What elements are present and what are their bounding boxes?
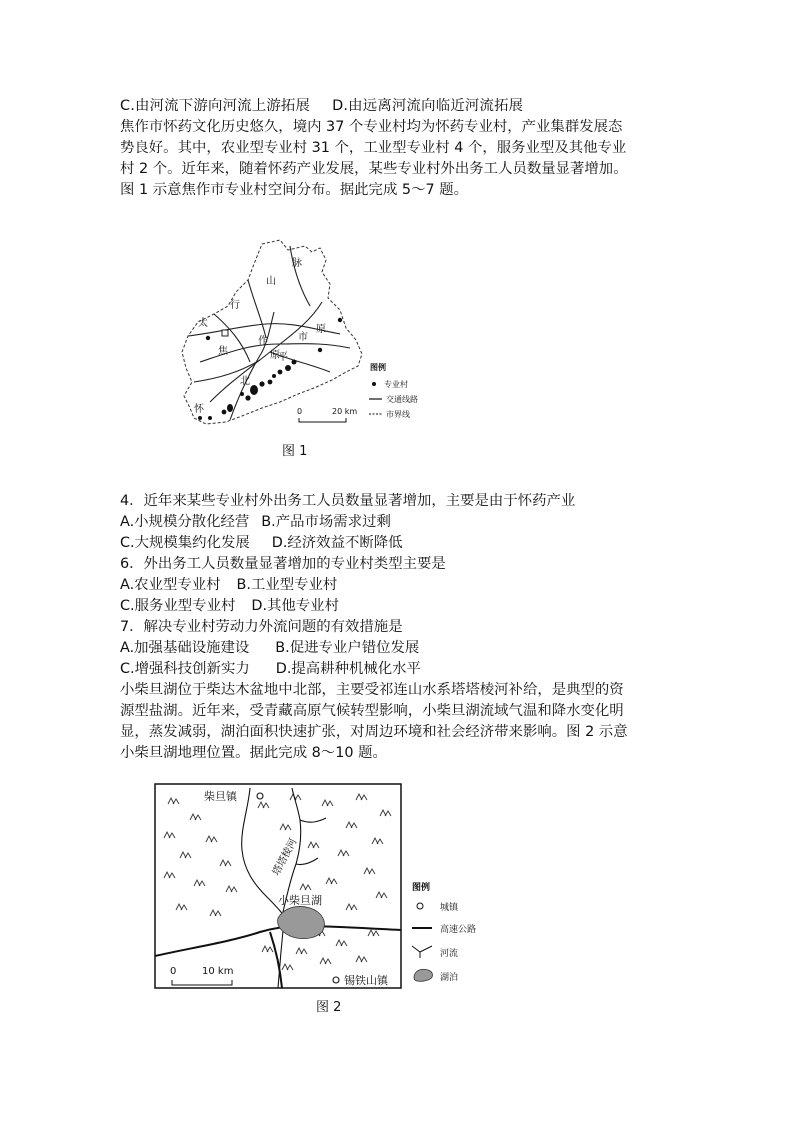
legend-item-lake: 湖泊 [440, 973, 459, 983]
figure-2-legend [412, 881, 476, 983]
question-stem: 7．解决专业村劳动力外流问题的有效措施是 [120, 619, 403, 635]
map-label: 平 [278, 352, 288, 363]
map-label: 北 [240, 376, 250, 387]
option: A.加强基础设施建设 [120, 640, 250, 656]
town-xitieshan-marker [333, 977, 339, 983]
map-label: 作 [258, 336, 268, 347]
option: B.产品市场需求过剩 [261, 514, 391, 530]
question-stem: 4．近年来某些专业村外出务工人员数量显著增加，主要是由于怀药产业 [120, 493, 576, 509]
city-center-marker [222, 330, 228, 336]
passage-1-line: 村 2 个。近年来，随着怀药产业发展，某些专业村外出务工人员数量显著增加。 [120, 161, 628, 177]
question-options-row [120, 638, 680, 659]
map-label: 行 [230, 300, 240, 311]
passage-1-line: 势良好。其中，农业型专业村 31 个，工业型专业村 4 个，服务业型及其他专业 [120, 140, 627, 156]
map-label: 原 [316, 324, 326, 335]
figure-2-map [150, 780, 520, 998]
passage-1 [120, 117, 680, 201]
questions [120, 491, 680, 680]
option: B.促进专业户错位发展 [275, 640, 420, 656]
option: D.经济效益不断降低 [271, 535, 403, 551]
passage-2 [120, 680, 680, 764]
previous-question-options [120, 96, 523, 116]
figure-2-caption: 图 2 [316, 1000, 342, 1015]
town-xitieshan-label: 锡铁山镇 [344, 974, 388, 987]
option: A.农业型专业村 [120, 577, 221, 593]
scale-zero: 0 [170, 966, 177, 977]
scale-zero: 0 [297, 407, 303, 416]
lake-label: 小柴旦湖 [278, 894, 322, 907]
option: D.提高耕种机械化水平 [275, 661, 421, 677]
figure-1-map [170, 232, 450, 432]
option: C.服务业型专业村 [120, 598, 236, 614]
legend-title: 图例 [412, 883, 431, 893]
legend-item-boundary: 市界线 [386, 410, 410, 419]
figure-1-scale [297, 407, 357, 422]
map-label: 怀 [194, 404, 204, 415]
river-label: 塔塔棱河 [270, 836, 300, 878]
passage-1-line: 图 1 示意焦作市专业村空间分布。据此完成 5～7 题。 [120, 182, 468, 198]
passage-1-line: 焦作市怀药文化历史悠久，境内 37 个专业村均为怀药专业村，产业集群发展态 [120, 119, 623, 135]
city-boundary [182, 240, 362, 424]
question-options-row [120, 533, 680, 554]
option: C.大规模集约化发展 [120, 535, 250, 551]
option: B.工业型专业村 [236, 577, 338, 593]
town-chaidan-label: 柴旦镇 [204, 790, 237, 803]
option: C.增强科技创新实力 [120, 661, 250, 677]
passage-2-line: 小柴旦湖位于柴达木盆地中北部，主要受祁连山水系塔塔棱河补给，是典型的资 [120, 682, 624, 698]
option-d: D.由远离河流向临近河流拓展 [332, 98, 524, 114]
legend-item-river: 河流 [440, 949, 459, 959]
map-label: 脉 [292, 258, 302, 269]
passage-2-line: 显，蒸发减弱，湖泊面积快速扩张，对周边环境和社会经济带来影响。图 2 示意 [120, 724, 628, 740]
legend-item-highway: 高速公路 [440, 925, 477, 935]
legend-item-village: 专业村 [384, 380, 408, 389]
scale-label: 20 km [332, 407, 358, 416]
question-options-row [120, 575, 680, 596]
option-c: C.由河流下游向河流上游拓展 [120, 98, 311, 114]
question-stem: 6．外出务工人员数量显著增加的专业村类型主要是 [120, 556, 446, 572]
map-label: 原 [270, 350, 280, 361]
scale-label: 10 km [202, 966, 234, 977]
map-label: 市 [298, 332, 308, 343]
passage-2-line: 小柴旦湖地理位置。据此完成 8～10 题。 [120, 745, 387, 761]
figure-1-caption: 图 1 [282, 444, 308, 459]
map-label: 太 [198, 318, 208, 329]
option: A.小规模分散化经营 [120, 514, 250, 530]
question-options-row [120, 512, 680, 533]
legend-title: 图例 [370, 363, 386, 372]
question-options-row [120, 596, 680, 617]
question-options-row [120, 659, 680, 680]
legend-item-road: 交通线路 [386, 395, 418, 404]
passage-2-line: 源型盐湖。近年来，受青藏高原气候转型影响，小柴旦湖流域气温和降水变化明 [120, 703, 624, 719]
map-label: 焦 [218, 346, 228, 357]
legend-item-town: 城镇 [440, 903, 459, 913]
option: D.其他专业村 [251, 598, 339, 614]
map-label: 山 [266, 276, 276, 287]
figure-1-legend [369, 362, 418, 419]
town-chaidan-marker [257, 793, 263, 799]
